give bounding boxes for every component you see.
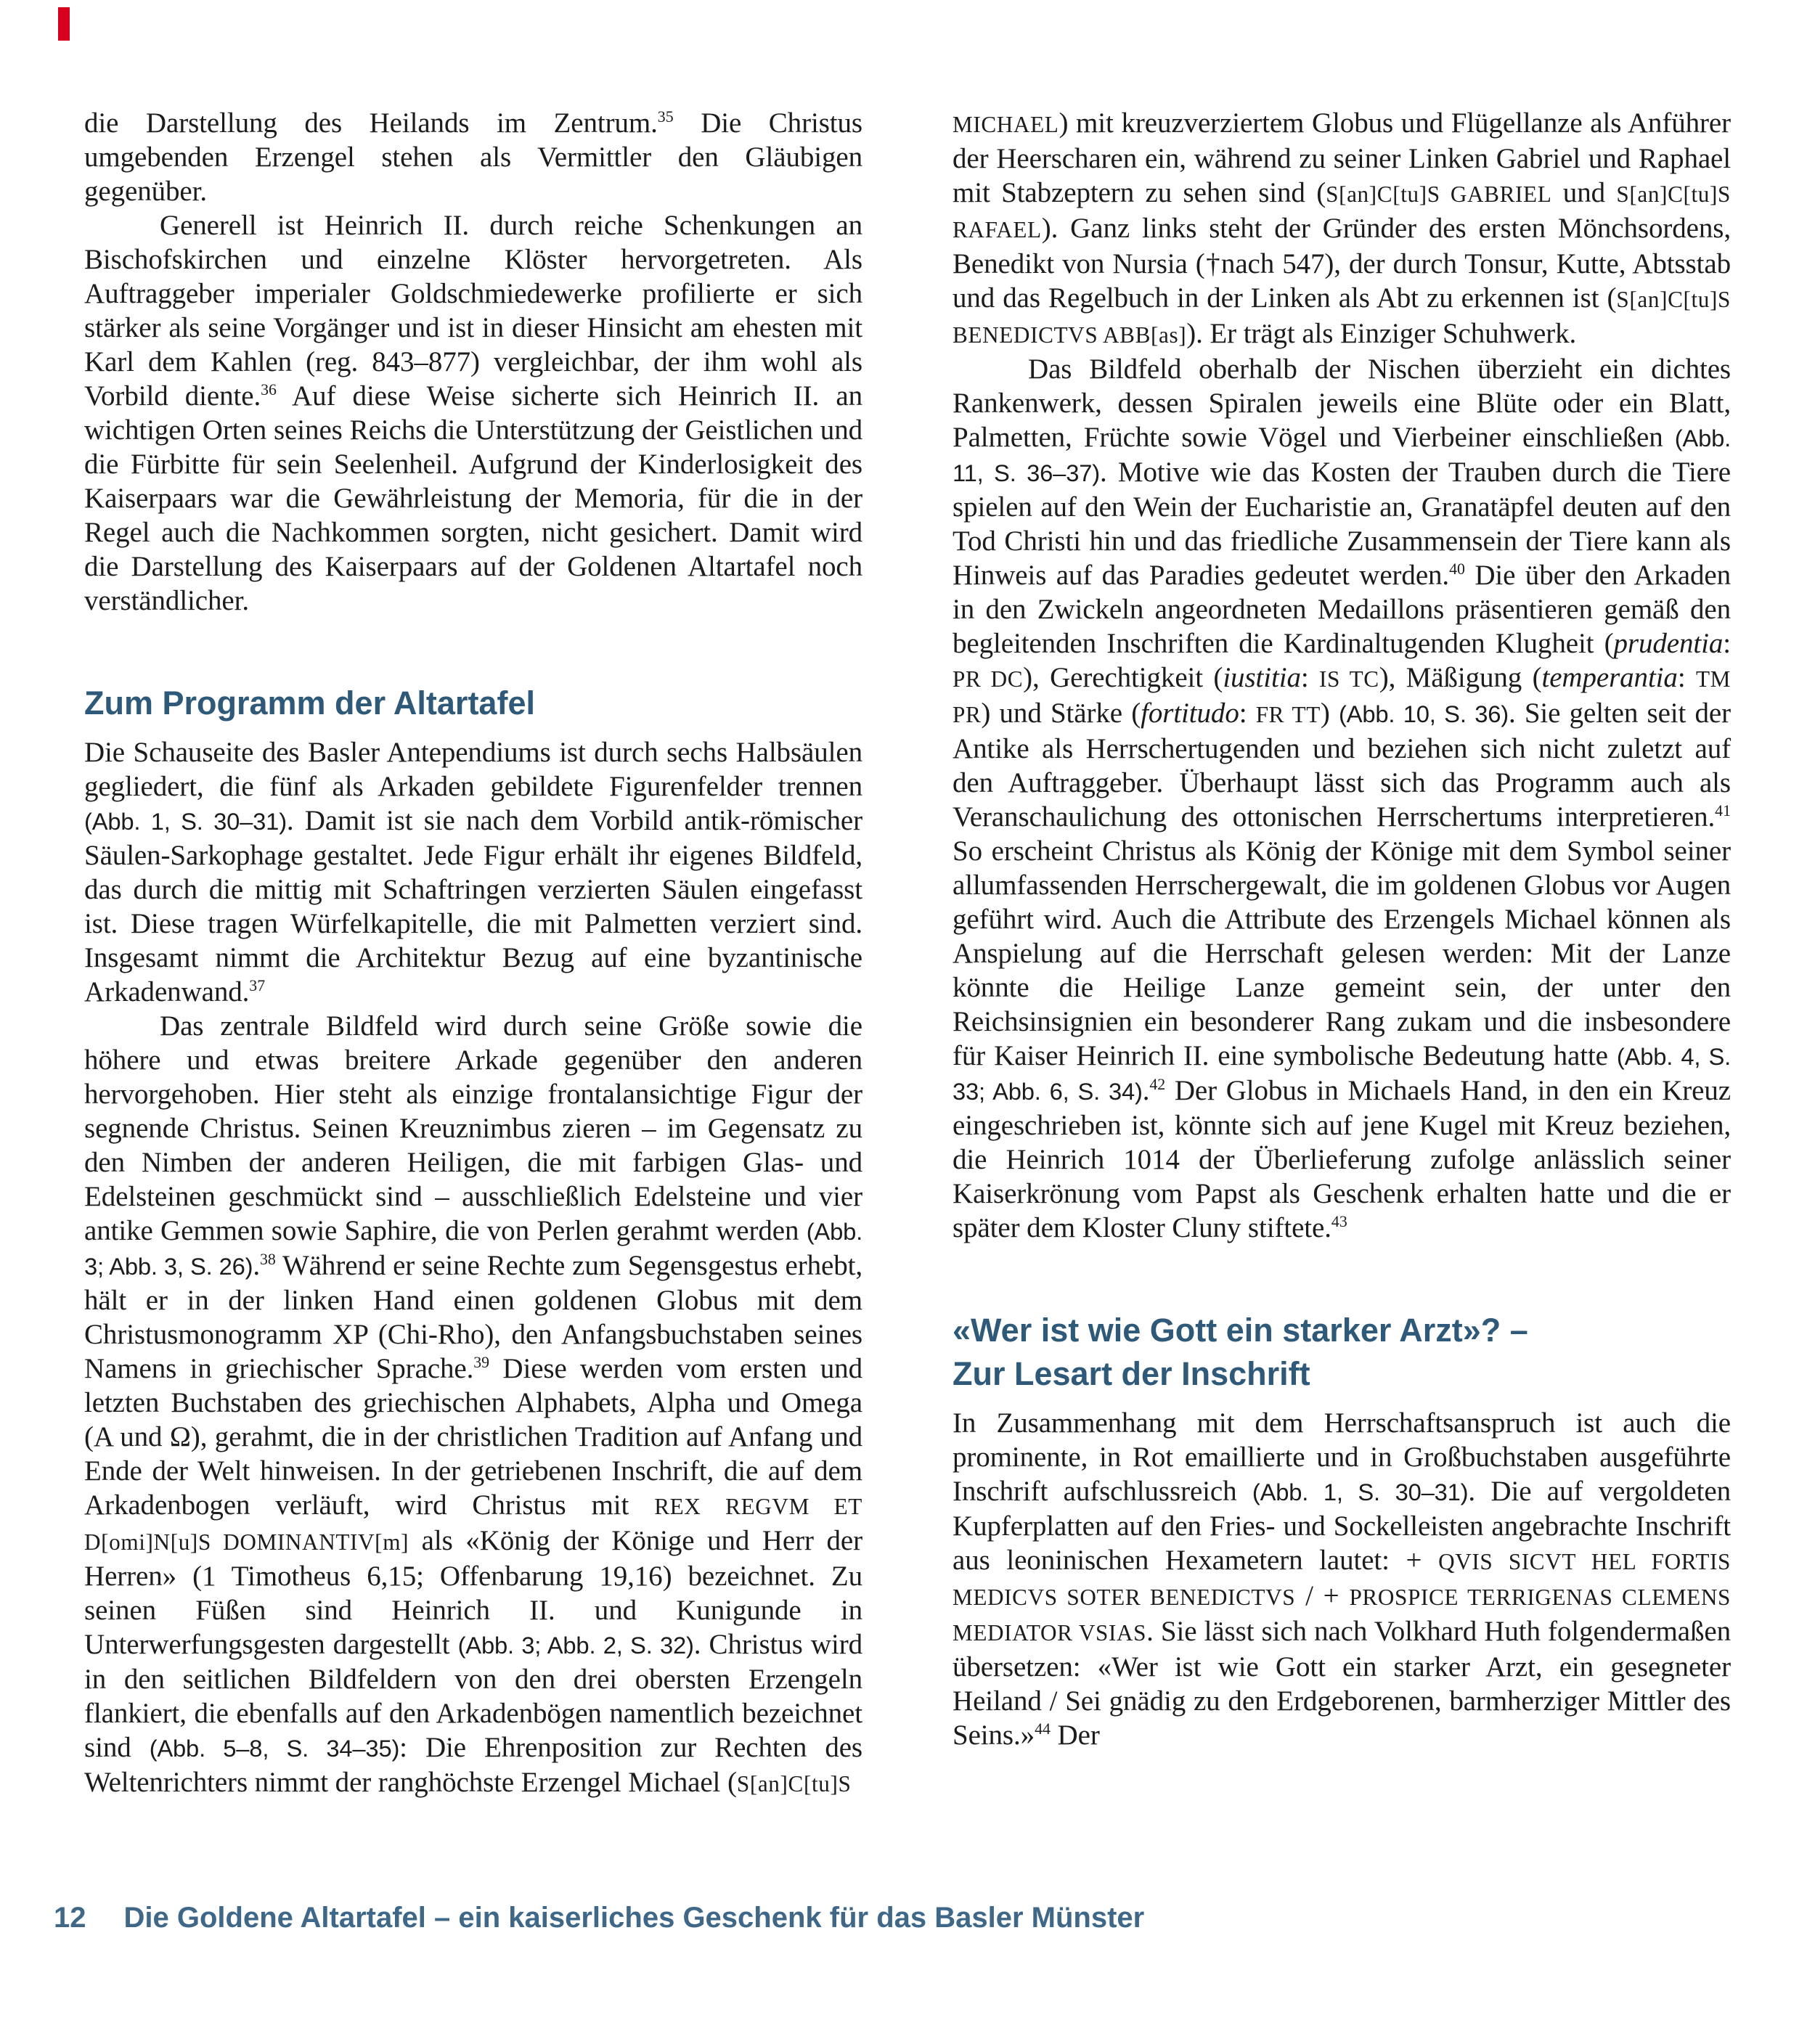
italic-term: iustitia [1223,662,1301,693]
paragraph: MICHAEL) mit kreuzverziertem Globus und Flügellanze als Anführer der Heerscharen ein, während zu seiner Linken Gabriel und Raphael mit Stabzeptern zu sehen sind (S[an]C[tu]S GABRIEL und S[an]C[tu]S RAFAEL). Ganz links steht der Gründer des ersten Mönchsordens, Benedikt von Nursia (†nach 547), der durch Tonsur, Kutte, Abtsstab und das Regelbuch in der Linken als Abt zu erkennen ist (S[an]C[tu]S BENEDICTVS ABB[as]). Er trägt als Einziger Schuhwerk. [953,107,1731,349]
paragraph: Generell ist Heinrich II. durch reiche Schenkungen an Bischofskirchen und einzelne Klöster hervorgetreten. Als Auftraggeber imperialer Goldschmiedewerke profilierte er sich stärker als seine Vorgänger und ist in dieser Hinsicht am ehesten mit Karl dem Kahlen (reg. 843–877) vergleichbar, der ihm wohl als Vorbild diente.$^{36}$ Auf diese Weise sicherte sich Heinrich II. an wichtigen Orten seines Reichs die Unterstützung der Geistlichen und die Fürbitte für sein Seelenheil. Aufgrund der Kinderlosigkeit des Kaiserpaars war die Gewährleistung der Memoria, für die in der Regel auch die Nachkommen sorgten, nicht gesichert. Damit wird die Darstellung des Kaiserpaars auf der Goldenen Altartafel noch verständlicher. [84,210,863,616]
right-column [953,106,1731,1801]
footnote-ref: 42 [1149,1076,1166,1093]
paragraph: Das Bildfeld oberhalb der Nischen überzieht ein dichtes Rankenwerk, dessen Spiralen jeweils eine Blüte oder ein Blatt, Palmetten, Früchte sowie Vögel und Vierbeiner einschließen (Abb. 11, S. 36–37). Motive wie das Kosten der Trauben durch die Tiere spielen auf den Wein der Eucharistie an, Granatäpfel deuten auf den Tod Christi hin und das friedliche Zusammensein der Tiere kann als Hinweis auf das Paradies gedeutet werden.$^{40}$ Die über den Arkaden in den Zwickeln angeordneten Medaillons präsentieren gemäß den begleitenden Inschriften die Kardinaltugenden Klugheit (prudentia: PR DC), Gerechtigkeit (iustitia: IS TC), Mäßigung (temperantia: TM PR) und Stärke (fortitudo: FR TT) (Abb. 10, S. 36). Sie gelten seit der Antike als Herrschertugenden und beziehen sich nicht zuletzt auf den Auftraggeber. Überhaupt lässt sich das Programm auch als Veranschaulichung des ottonischen Herrschertums interpretieren.$^{41}$ So erscheint Christus als König der Könige mit dem Symbol seiner allumfassenden Herrschergewalt, die im goldenen Globus vor Augen geführt wird. Auch die Attribute des Erzengels Michael können als Anspielung auf die Herrschaft gelesen werden: Mit der Lanze könnte die Heilige Lanze gemeint sein, der unter den Reichsinsignien ein besonderer Rang zukam und die insbesondere für Kaiser Heinrich II. eine symbolische Bedeutung hatte (Abb. 4, S. 33; Abb. 6, S. 34).$^{42}$ Der Globus in Michaels Hand, in den ein Kreuz eingeschrieben ist, könnte sich auf jene Kugel mit Kreuz beziehen, die Heinrich 1014 der Überlieferung zufolge anlässlich seiner Kaiserkrönung vom Papst als Geschenk erhalten hatte und die er später dem Kloster Cluny stiftete.$^{43}$ [953,353,1731,1243]
italic-term: fortitudo [1141,698,1239,729]
inscription-small-caps: S[an]C[tu]S BENEDICTVS ABB[as] [953,287,1731,348]
footnote-ref: 43 [1331,1213,1347,1230]
footer-title: Die Goldene Altartafel – ein kaiserliches Geschenk für das Basler Münster [123,1902,1145,1934]
footnote-ref: 37 [249,977,266,994]
inscription-small-caps: TM PR [953,666,1731,727]
footnote-ref: 44 [1035,1720,1051,1738]
paragraph: die Darstellung des Heilands im Zentrum.$^{35}$ Die Christus umgebenden Erzengel stehen als Vermittler den Gläubigen gegenüber. [84,107,862,207]
left-column [84,106,862,1801]
inscription-small-caps: FR TT [1255,702,1321,727]
paragraph: Die Schauseite des Basler Antependiums ist durch sechs Halbsäulen gegliedert, die fünf als Arkaden gebildete Figurenfelder trennen (Abb. 1, S. 30–31). Damit ist sie nach dem Vorbild antik-römischer Säulen-Sarkophage gestaltet. Jede Figur erhält ihr eigenes Bildfeld, das durch die mittig mit Schaftringen verzierten Säulen eingefasst ist. Diese tragen Würfelkapitelle, die mit Palmetten verziert sind. Insgesamt nimmt die Architektur Bezug auf eine byzantinische Arkadenwand.$^{37}$ [84,737,862,1007]
inscription-small-caps: S[an]C[tu]S RAFAEL [953,181,1731,242]
inscription-small-caps: PR DC [953,666,1024,692]
footnote-ref: 35 [657,108,674,126]
figure-reference: (Abb. 4, S. 33; Abb. 6, S. 34) [953,1043,1731,1105]
inscription-small-caps: QVIS SICVT HEL FORTIS MEDICVS SOTER BENEDICTVS [953,1549,1732,1610]
figure-reference: (Abb. 1, S. 30–31) [84,808,287,835]
page-number: 12 [54,1902,86,1934]
inscription-small-caps: S[an]C[tu]S GABRIEL [1326,181,1552,207]
figure-reference: (Abb. 3; Abb. 2, S. 32) [457,1632,694,1659]
footnote-ref: 40 [1449,560,1465,578]
figure-reference: (Abb. 11, S. 36–37) [953,425,1731,486]
paragraph: In Zusammenhang mit dem Herrschaftsanspruch ist auch die prominente, in Rot emaillierte und in Großbuchstaben ausgeführte Inschrift aufschlussreich (Abb. 1, S. 30–31). Die auf vergoldeten Kupferplatten auf den Fries- und Sockelleisten angebrachte Inschrift aus leoninischen Hexametern lautet: + QVIS SICVT HEL FORTIS MEDICVS SOTER BENEDICTVS / + PROSPICE TERRIGENAS CLEMENS MEDIATOR VSIAS. Sie lässt sich nach Volkhard Huth folgendermaßen übersetzen: «Wer ist wie Gott ein starker Arzt, ein gesegneter Heiland / Sei gnädig zu den Erdgeborenen, barmherziger Mittler des Seins.»$^{44}$ Der [953,1407,1732,1751]
page-footer [54,1900,1144,1935]
figure-reference: (Abb. 1, S. 30–31) [1252,1479,1469,1505]
text-block [84,106,1731,1801]
footnote-ref: 38 [260,1251,276,1268]
figure-reference: (Abb. 3; Abb. 3, S. 26) [84,1218,862,1280]
section-heading: Zum Programm der Altartafel [84,684,535,721]
inscription-small-caps: S[an]C[tu]S [736,1771,852,1796]
footnote-ref: 41 [1715,802,1731,819]
italic-term: temperantia [1541,662,1678,693]
crop-mark [58,7,70,41]
inscription-small-caps: IS TC [1319,666,1379,692]
figure-reference: (Abb. 10, S. 36) [1339,700,1509,727]
figure-reference: (Abb. 5–8, S. 34–35) [149,1735,400,1762]
footnote-ref: 39 [473,1354,490,1371]
footnote-ref: 36 [261,381,277,398]
paragraph: Das zentrale Bildfeld wird durch seine Größe sowie die höhere und etwas breitere Arkade gegenüber den anderen hervorgehoben. Hier steht als einzige frontalansichtige Figur der segnende Christus. Seinen Kreuznimbus zieren – im Gegensatz zu den Nimben der anderen Heiligen, die mit farbigen Glas- und Edelsteinen geschmückt sind – ausschließlich Edelsteine und vier antike Gemmen sowie Saphire, die von Perlen gerahmt werden (Abb. 3; Abb. 3, S. 26).$^{38}$ Während er seine Rechte zum Segensgestus erhebt, hält er in der linken Hand einen goldenen Globus mit dem Christusmonogramm XP (Chi-Rho), den Anfangsbuchstaben seines Namens in griechischer Sprache.$^{39}$ Diese werden vom ersten und letzten Buchstaben des griechischen Alphabets, Alpha und Omega (Α und Ω), gerahmt, die in der christlichen Tradition auf Anfang und Ende der Welt hinweisen. In der getriebenen Inschrift, die auf dem Arkadenbogen verläuft, wird Christus mit REX REGVM ET D[omi]N[u]S DOMINANTIV[m] als «König der Könige und Herr der Herren» (1 Timotheus 6,15; Offenbarung 19,16) bezeichnet. Zu seinen Füßen sind Heinrich II. und Kunigunde in Unterwerfungsgesten dargestellt (Abb. 3; Abb. 2, S. 32). Christus wird in den seitlichen Bildfeldern von den drei obersten Erzengeln flankiert, die ebenfalls auf den Arkadenbögen namentlich bezeichnet sind (Abb. 5–8, S. 34–35): Die Ehrenposition zur Rechten des Weltenrichters nimmt der ranghöchste Erzengel Michael (S[an]C[tu]S [84,1010,863,1798]
inscription-small-caps: PROSPICE TERRIGENAS CLEMENS MEDIATOR VSIAS [953,1585,1731,1646]
inscription-small-caps: REX REGVM ET D[omi]N[u]S DOMINANTIV[m] [84,1494,862,1555]
section-heading: «Wer ist wie Gott ein starker Arzt»? – Zur Lesart der Inschrift [953,1312,1528,1392]
inscription-small-caps: MICHAEL [953,112,1059,137]
italic-term: prudentia [1613,628,1724,659]
